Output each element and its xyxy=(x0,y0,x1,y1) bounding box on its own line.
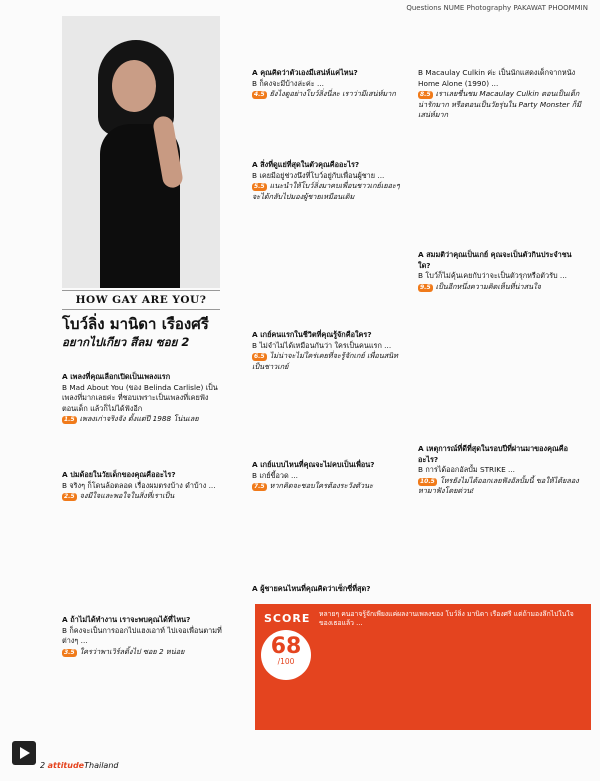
page-number: 2 xyxy=(40,761,46,770)
qa-block: A เกย์แบบไหนที่คุณจะไม่คบเป็นเพื่อน? B เกย์ขี้อวด ... 7.5 หากคิดจะชอบใครต้องระวังตัวนะ xyxy=(252,460,375,491)
section-banner: HOW GAY ARE YOU? xyxy=(62,290,220,310)
score-value: 68 xyxy=(270,634,302,659)
magazine-edition: Thailand xyxy=(84,761,119,770)
qa-block: A เหตุการณ์ที่ดีที่สุดในรอบปีที่ผ่านมาของคุณคืออะไร? B การได้ออกอัลบั้ม STRIKE ... 10.5 โหรยังไม่ได้ออกเลยฟังอัลบั้มนี้ ขอให้ได้ยลองหามาฟังโดยด่วน! xyxy=(418,444,579,496)
qa-block: B Macaulay Culkin ค่ะ เป็นนักแสดงเด็กจากหนัง Home Alone (1990) ... 8.5 เราเลยชื่นชม Macaulay Culkin ตอนเป็นเด็กน่ารักมาก หรือตอนเป็นวัยรุ่นใน Party Monster ก็มีเสน่ห์มาก xyxy=(418,68,582,120)
page-footer xyxy=(40,761,118,770)
magazine-brand: attitude xyxy=(47,761,85,770)
play-icon[interactable] xyxy=(12,741,36,765)
portrait-photo xyxy=(62,16,220,288)
qa-block: A ผู้ชายคนไหนที่คุณคิดว่าเซ็กซี่ที่สุด? xyxy=(252,584,371,593)
qa-block: A คุณคิดว่าตัวเองมีเสน่ห์แค่ไหน? B ก็คงจะมีบ้างล่ะค่ะ ... 4.5 ยังไงดูอย่างโบว์ลิ่งนี่ละ เราว่ามีเสน่ห์มาก xyxy=(252,68,396,99)
interviewee-subtitle: อยากไปเกียว สีลม ซอย 2 xyxy=(62,335,190,349)
qa-block: A สิ่งที่ดูแย่ที่สุดในตัวคุณคืออะไร? B เคยมีอยู่ช่วงนึงที่โบว์อยู่กับเพื่อนผู้ชาย ... 5.5 แนะนำให้โบว์ลิ่งมาคบเพื่อนชาวเกย์เยอะๆ จะได้กลับไปมองผู้ชายเหมือนเดิม xyxy=(252,160,400,201)
qa-block: A เกย์คนแรกในชีวิตที่คุณรู้จักคือใคร? B ไม่จำไม่ได้เหมือนกันว่า ใครเป็นคนแรก ... 6.5 ไม่น่าจะไม่ใคร่เคยที่จะรู้จักเกย์ เพื่อนสนิทเป็นชาวเกย์ xyxy=(252,330,398,371)
interviewee-name: โบว์ลิ่ง มานิดา เรืองศรี xyxy=(62,315,209,333)
score-max: /100 xyxy=(277,657,295,666)
photo-credits: Questions NUME Photography PAKAWAT PHOOMMIN xyxy=(406,4,588,12)
qa-block: A เพลงที่คุณเลือกเปิดเป็นเพลงแรก B Mad About You (ของ Belinda Carlisle) เป็นเพลงที่มากเลยค่ะ ที่ชอบเพราะเป็นเพลงที่เคยฟังตอนเด็ก แล้วก็ไม่ได้ฟังอีก 1.5 เพลงเก่าจริงจัง ตั้งแต่ปี 1988 โน่นเลย xyxy=(62,372,218,424)
score-panel xyxy=(255,604,591,730)
score-circle xyxy=(261,630,311,680)
qa-block: A สมมติว่าคุณเป็นเกย์ คุณจะเป็นตัวกินประจำชนใด? B โบว์ก็ไม่คุ้นเคยกับว่าจะเป็นตัวรุกหรือตัวรับ ... 9.5 เป็นอีกหนึ่งความคิดเห็นที่น่าสนใจ xyxy=(418,250,572,291)
score-summary: หลายๆ คนอาจรู้จักเพียงแค่ผลงานเพลงของ โบว์ลิ่ง มานิดา เรืองศรี แต่ถ้ามองลึกไปในใจของเธอแล้ว ... xyxy=(319,610,574,628)
score-label: SCORE xyxy=(264,612,311,625)
qa-block: A ปมด้อยในวัยเด็กของคุณคืออะไร? B จริงๆ ก็โดนล้อตลอด เรื่องผมตรงบ้าง ดำบ้าง ... 2.5 จงมีใจและพอใจในสิ่งที่เราเป็น xyxy=(62,470,216,501)
qa-block: A ถ้าไม่ได้ทำงาน เราจะพบคุณได้ที่ไหน? B ก็คงจะเป็นการออกไปแฮงเอาท์ ไปเจอเพื่อนตามที่ต่างๆ ... 3.5 ใครว่าพาเวิร์ลดิ้งไป ซอย 2 หน่อย xyxy=(62,615,222,656)
